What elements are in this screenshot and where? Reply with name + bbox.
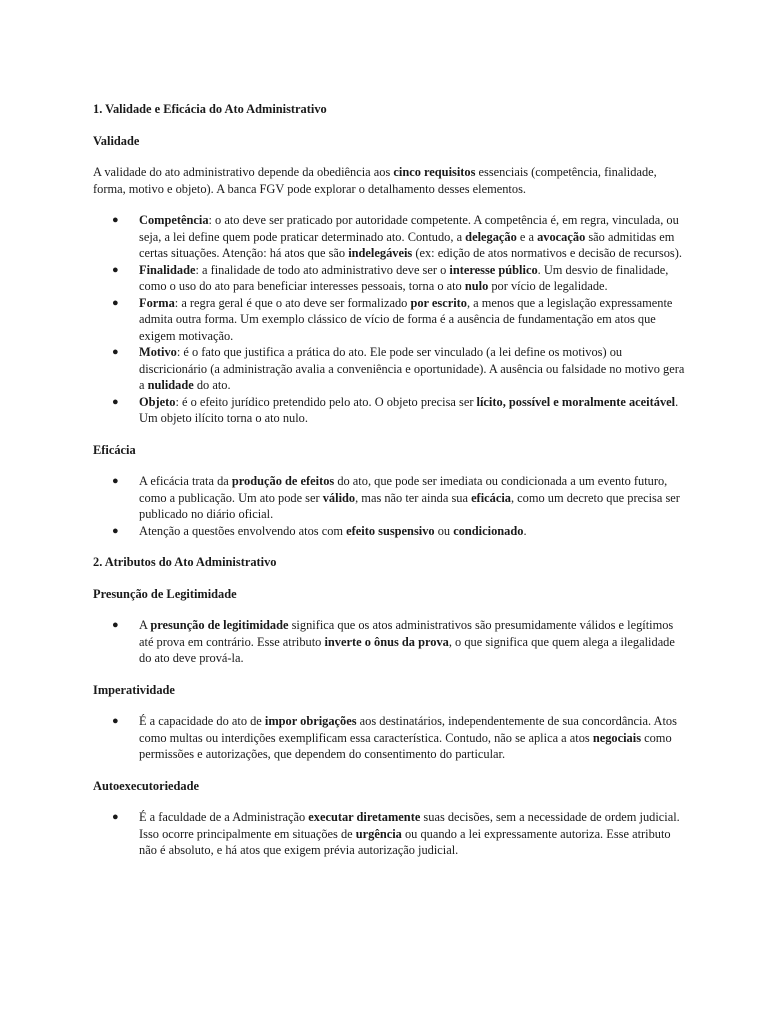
bullet-icon: ● (112, 475, 119, 487)
validade-heading: Validade (93, 133, 140, 148)
bullet-icon: ● (112, 263, 119, 276)
emphasis-text: nulidade (147, 378, 194, 392)
emphasis-text: inverte o ônus da prova (324, 634, 449, 649)
emphasis-text: presunção de legitimidade (150, 618, 289, 632)
presuncao-heading: Presunção de Legitimidade (93, 586, 237, 601)
imperatividade-list (93, 713, 688, 763)
emphasis-text: condicionado (453, 523, 524, 538)
list-item (93, 809, 688, 859)
imperatividade-heading: Imperatividade (93, 682, 175, 697)
emphasis-text: negociais (592, 730, 642, 745)
list-item-text: A eficácia trata da produção de efeitos do ato, que pode ser imediata ou condicionada a um evento futuro, como a publicação. Um ato pode ser válido, mas não ter ainda sua eficácia, como um decreto que precisa ser publicado no diário oficial. (139, 474, 680, 521)
emphasis-text: nulo (464, 279, 489, 293)
list-item-text: Forma: a regra geral é que o ato deve ser formalizado por escrito, a menos que a legislação expressamente admita outra forma. Um exemplo clássico de vício de forma é a ausência de fundamentação em atos que exigem motivação. (139, 295, 673, 343)
emphasis-text: produção de efeitos (231, 474, 335, 488)
list-item-text: Finalidade: a finalidade de todo ato administrativo deve ser o interesse público. Um desvio de finalidade, como o uso do ato para beneficiar interesses pessoais, torna o ato nulo por vício de legalidade. (139, 262, 669, 293)
bullet-icon: ● (112, 346, 119, 358)
list-item (93, 212, 688, 262)
list-item (93, 394, 688, 427)
emphasis-text: interesse público (449, 262, 538, 277)
emphasis-text: Motivo (139, 345, 177, 359)
eficacia-list (93, 473, 688, 539)
emphasis-text: por escrito (410, 295, 467, 310)
emphasis-text: eficácia (471, 490, 511, 505)
emphasis-text: executar diretamente (308, 810, 421, 824)
bullet-icon: ● (112, 811, 119, 823)
emphasis-text: cinco requisitos (393, 165, 476, 179)
bullet-icon: ● (112, 715, 119, 727)
list-item-text: É a faculdade de a Administração executar diretamente suas decisões, sem a necessidade de ordem judicial. Isso ocorre principalmente em situações de urgência ou quando a lei expressamente autoriza. Esse atributo não é absoluto, e há atos que exigem prévia autorização judicial. (139, 810, 680, 857)
validade-list (93, 212, 688, 427)
emphasis-text: Forma (139, 295, 175, 310)
emphasis-text: efeito suspensivo (346, 523, 435, 538)
validade-intro: A validade do ato administrativo depende da obediência aos cinco requisitos essenciais (competência, finalidade, forma, motivo e objeto). A banca FGV pode explorar o detalhamento desses elementos. (93, 165, 657, 196)
autoexecutoriedade-heading: Autoexecutoriedade (93, 778, 199, 793)
section-2-title: 2. Atributos do Ato Administrativo (93, 555, 277, 569)
emphasis-text: avocação (537, 229, 586, 244)
emphasis-text: Competência (139, 213, 209, 227)
list-item-text: Competência: o ato deve ser praticado por autoridade competente. A competência é, em regra, vinculada, ou seja, a lei define quem pode praticar determinado ato. Contudo, a delegação e a avocação são admitidas em certas situações. Atenção: há atos que são indelegáveis (ex: edição de atos normativos e decisão de recursos). (139, 213, 682, 260)
autoexecutoriedade-list (93, 809, 688, 859)
bullet-icon: ● (112, 395, 119, 408)
bullet-icon: ● (112, 619, 119, 631)
list-item-text: Motivo: é o fato que justifica a prática do ato. Ele pode ser vinculado (a lei define os motivos) ou discricionário (a administração avalia a conveniência e oportunidade). A ausência ou falsidade no motivo gera a nulidade do ato. (139, 345, 685, 392)
list-item (93, 295, 688, 345)
presuncao-list (93, 617, 688, 667)
list-item (93, 473, 688, 523)
list-item (93, 617, 688, 667)
bullet-icon: ● (112, 524, 119, 537)
section-1-title: 1. Validade e Eficácia do Ato Administrativo (93, 102, 327, 116)
list-item-text: A presunção de legitimidade significa que os atos administrativos são presumidamente válidos e legítimos até prova em contrário. Esse atributo inverte o ônus da prova, o que significa que quem alega a ilegalidade do ato deve prová-la. (139, 618, 675, 665)
emphasis-text: Finalidade (139, 262, 196, 277)
eficacia-heading: Eficácia (93, 442, 136, 457)
bullet-icon: ● (112, 214, 119, 226)
list-item (93, 262, 688, 295)
list-item-text: Objeto: é o efeito jurídico pretendido pelo ato. O objeto precisa ser lícito, possível e moralmente aceitável. Um objeto ilícito torna o ato nulo. (139, 394, 679, 425)
emphasis-text: delegação (465, 229, 517, 244)
emphasis-text: Objeto (139, 394, 176, 409)
list-item (93, 344, 688, 394)
emphasis-text: urgência (355, 826, 402, 841)
emphasis-text: válido (322, 490, 356, 505)
list-item-text: Atenção a questões envolvendo atos com efeito suspensivo ou condicionado. (139, 523, 527, 538)
list-item (93, 713, 688, 763)
list-item-text: É a capacidade do ato de impor obrigações aos destinatários, independentemente de sua concordância. Atos como multas ou interdições exemplificam essa característica. Contudo, não se aplica a atos negociais como permissões e autorizações, que dependem do consentimento do particular. (139, 714, 677, 761)
emphasis-text: indelegáveis (348, 246, 413, 260)
list-item (93, 523, 688, 540)
bullet-icon: ● (112, 296, 119, 309)
emphasis-text: lícito, possível e moralmente aceitável (476, 394, 676, 409)
emphasis-text: impor obrigações (264, 714, 357, 728)
